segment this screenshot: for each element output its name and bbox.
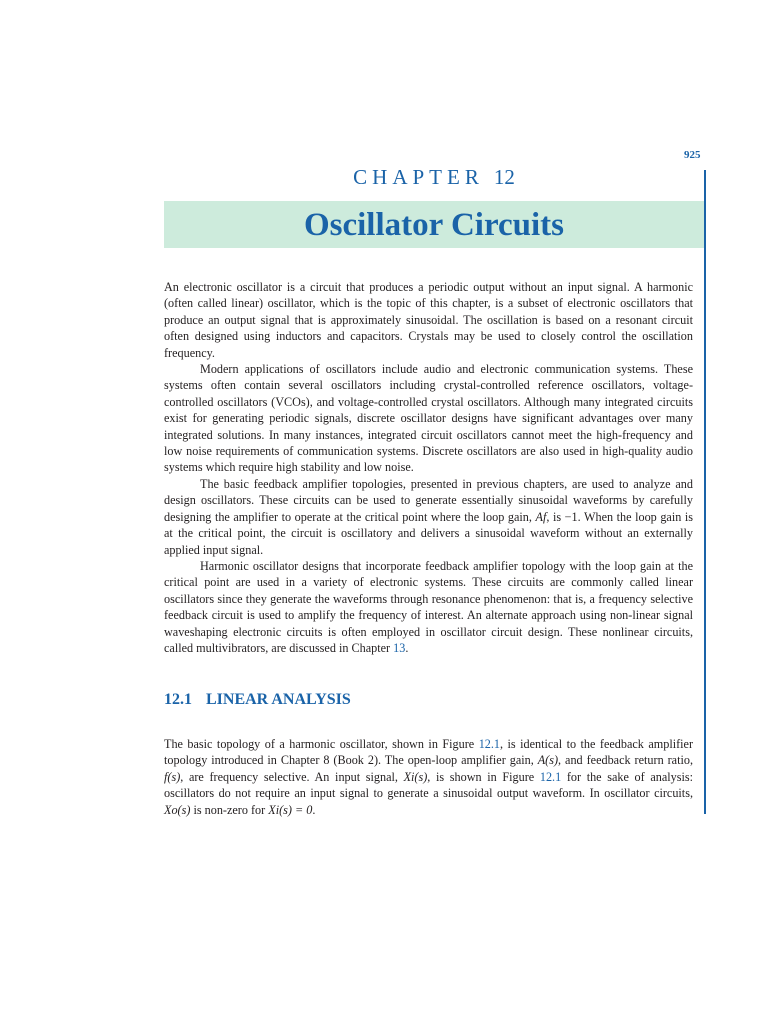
section-heading	[164, 691, 351, 709]
paragraph	[164, 736, 693, 818]
section-title: LINEAR ANALYSIS	[206, 691, 351, 708]
math-expression: f(s)	[164, 769, 181, 784]
math-expression: A(s)	[537, 753, 559, 768]
paragraph: Modern applications of oscillators include audio and electronic communication systems. These systems often contain several oscillators including crystal-controlled reference oscillators, voltage-controlled oscillators (VCOs), and voltage-controlled crystal oscillators. Although many integrated circuits exist for generating periodic signals, discrete oscillator designs have significant advantages over many integrated solutions. In many instances, integrated circuit oscillators cannot meet the high-frequency and low noise requirements of communication systems. Discrete oscillators are also used in high-quality audio systems which require high stability and low noise.	[164, 362, 693, 475]
math-expression: Xi(s)	[403, 769, 428, 784]
section-number: 12.1	[164, 691, 192, 708]
chapter-label	[164, 165, 704, 190]
paragraph-text: , is shown in Figure	[427, 769, 535, 784]
paragraph-text: , and feedback return ratio,	[558, 753, 694, 768]
paragraph-text: , are frequency selective. An input signal,	[180, 769, 398, 784]
chapter-number: 12	[493, 165, 515, 189]
paragraph-text: , is −1. When the loop gain is at the critical point, the circuit is oscillatory and delivers a sinusoidal waveform without an externally applied input signal.	[164, 509, 693, 557]
math-expression: Xi(s) = 0	[268, 802, 313, 817]
chapter-title: Oscillator Circuits	[303, 207, 564, 243]
paragraph-text: The basic topology of a harmonic oscillator, shown in Figure	[164, 737, 475, 751]
paragraph-text: .	[312, 802, 316, 817]
math-expression: Af	[535, 509, 547, 524]
paragraph-text: for the sake of analysis: oscillators do not require an input signal to generate a sinusoidal output waveform. In oscillator circuits,	[164, 769, 694, 801]
paragraph	[164, 558, 693, 656]
chapter-link[interactable]: 13	[393, 640, 406, 655]
paragraph-text: is non-zero for	[193, 802, 266, 817]
paragraph-text: Harmonic oscillator designs that incorporate feedback amplifier topology with the loop gain at the critical point are used in a variety of electronic systems. These circuits are commonly called linear oscillators since they generate the waveforms through resonance phenomenon: that is, a frequency selective feedback circuit is used to amplify the frequency of interest. An alternate approach using non-linear signal waveshaping electronic circuits is often employed in oscillator circuit design. These nonlinear circuits, called multivibrators, are discussed in Chapter	[164, 558, 693, 655]
paragraph-text: .	[405, 640, 409, 655]
page-number: 925	[684, 149, 701, 161]
figure-link[interactable]: 12.1	[539, 769, 562, 784]
section-text	[164, 736, 693, 818]
intro-text	[164, 279, 693, 656]
math-expression: Xo(s)	[164, 802, 191, 817]
paragraph: An electronic oscillator is a circuit that produces a periodic output without an input signal. A harmonic (often called linear) oscillator, which is the topic of this chapter, is a subset of electronic oscillators that produce an output signal that is approximately sinusoidal. The oscillation is based on a resonant circuit often designed using inductors and capacitors. Crystals may be used to closely control the oscillation frequency.	[164, 280, 693, 360]
figure-link[interactable]: 12.1	[478, 737, 501, 751]
paragraph-text: The basic feedback amplifier topologies, presented in previous chapters, are used to analyze and design oscillators. These circuits can be used to generate essentially sinusoidal waveforms by carefully designing the amplifier to operate at the critical point where the loop gain,	[164, 476, 693, 524]
chapter-label-word: CHAPTER	[353, 165, 484, 189]
paragraph-text: , is identical to the feedback amplifier topology introduced in Chapter 8 (Book 2). The open-loop amplifier gain,	[164, 737, 694, 768]
margin-rule	[704, 170, 706, 814]
paragraph	[164, 476, 693, 558]
